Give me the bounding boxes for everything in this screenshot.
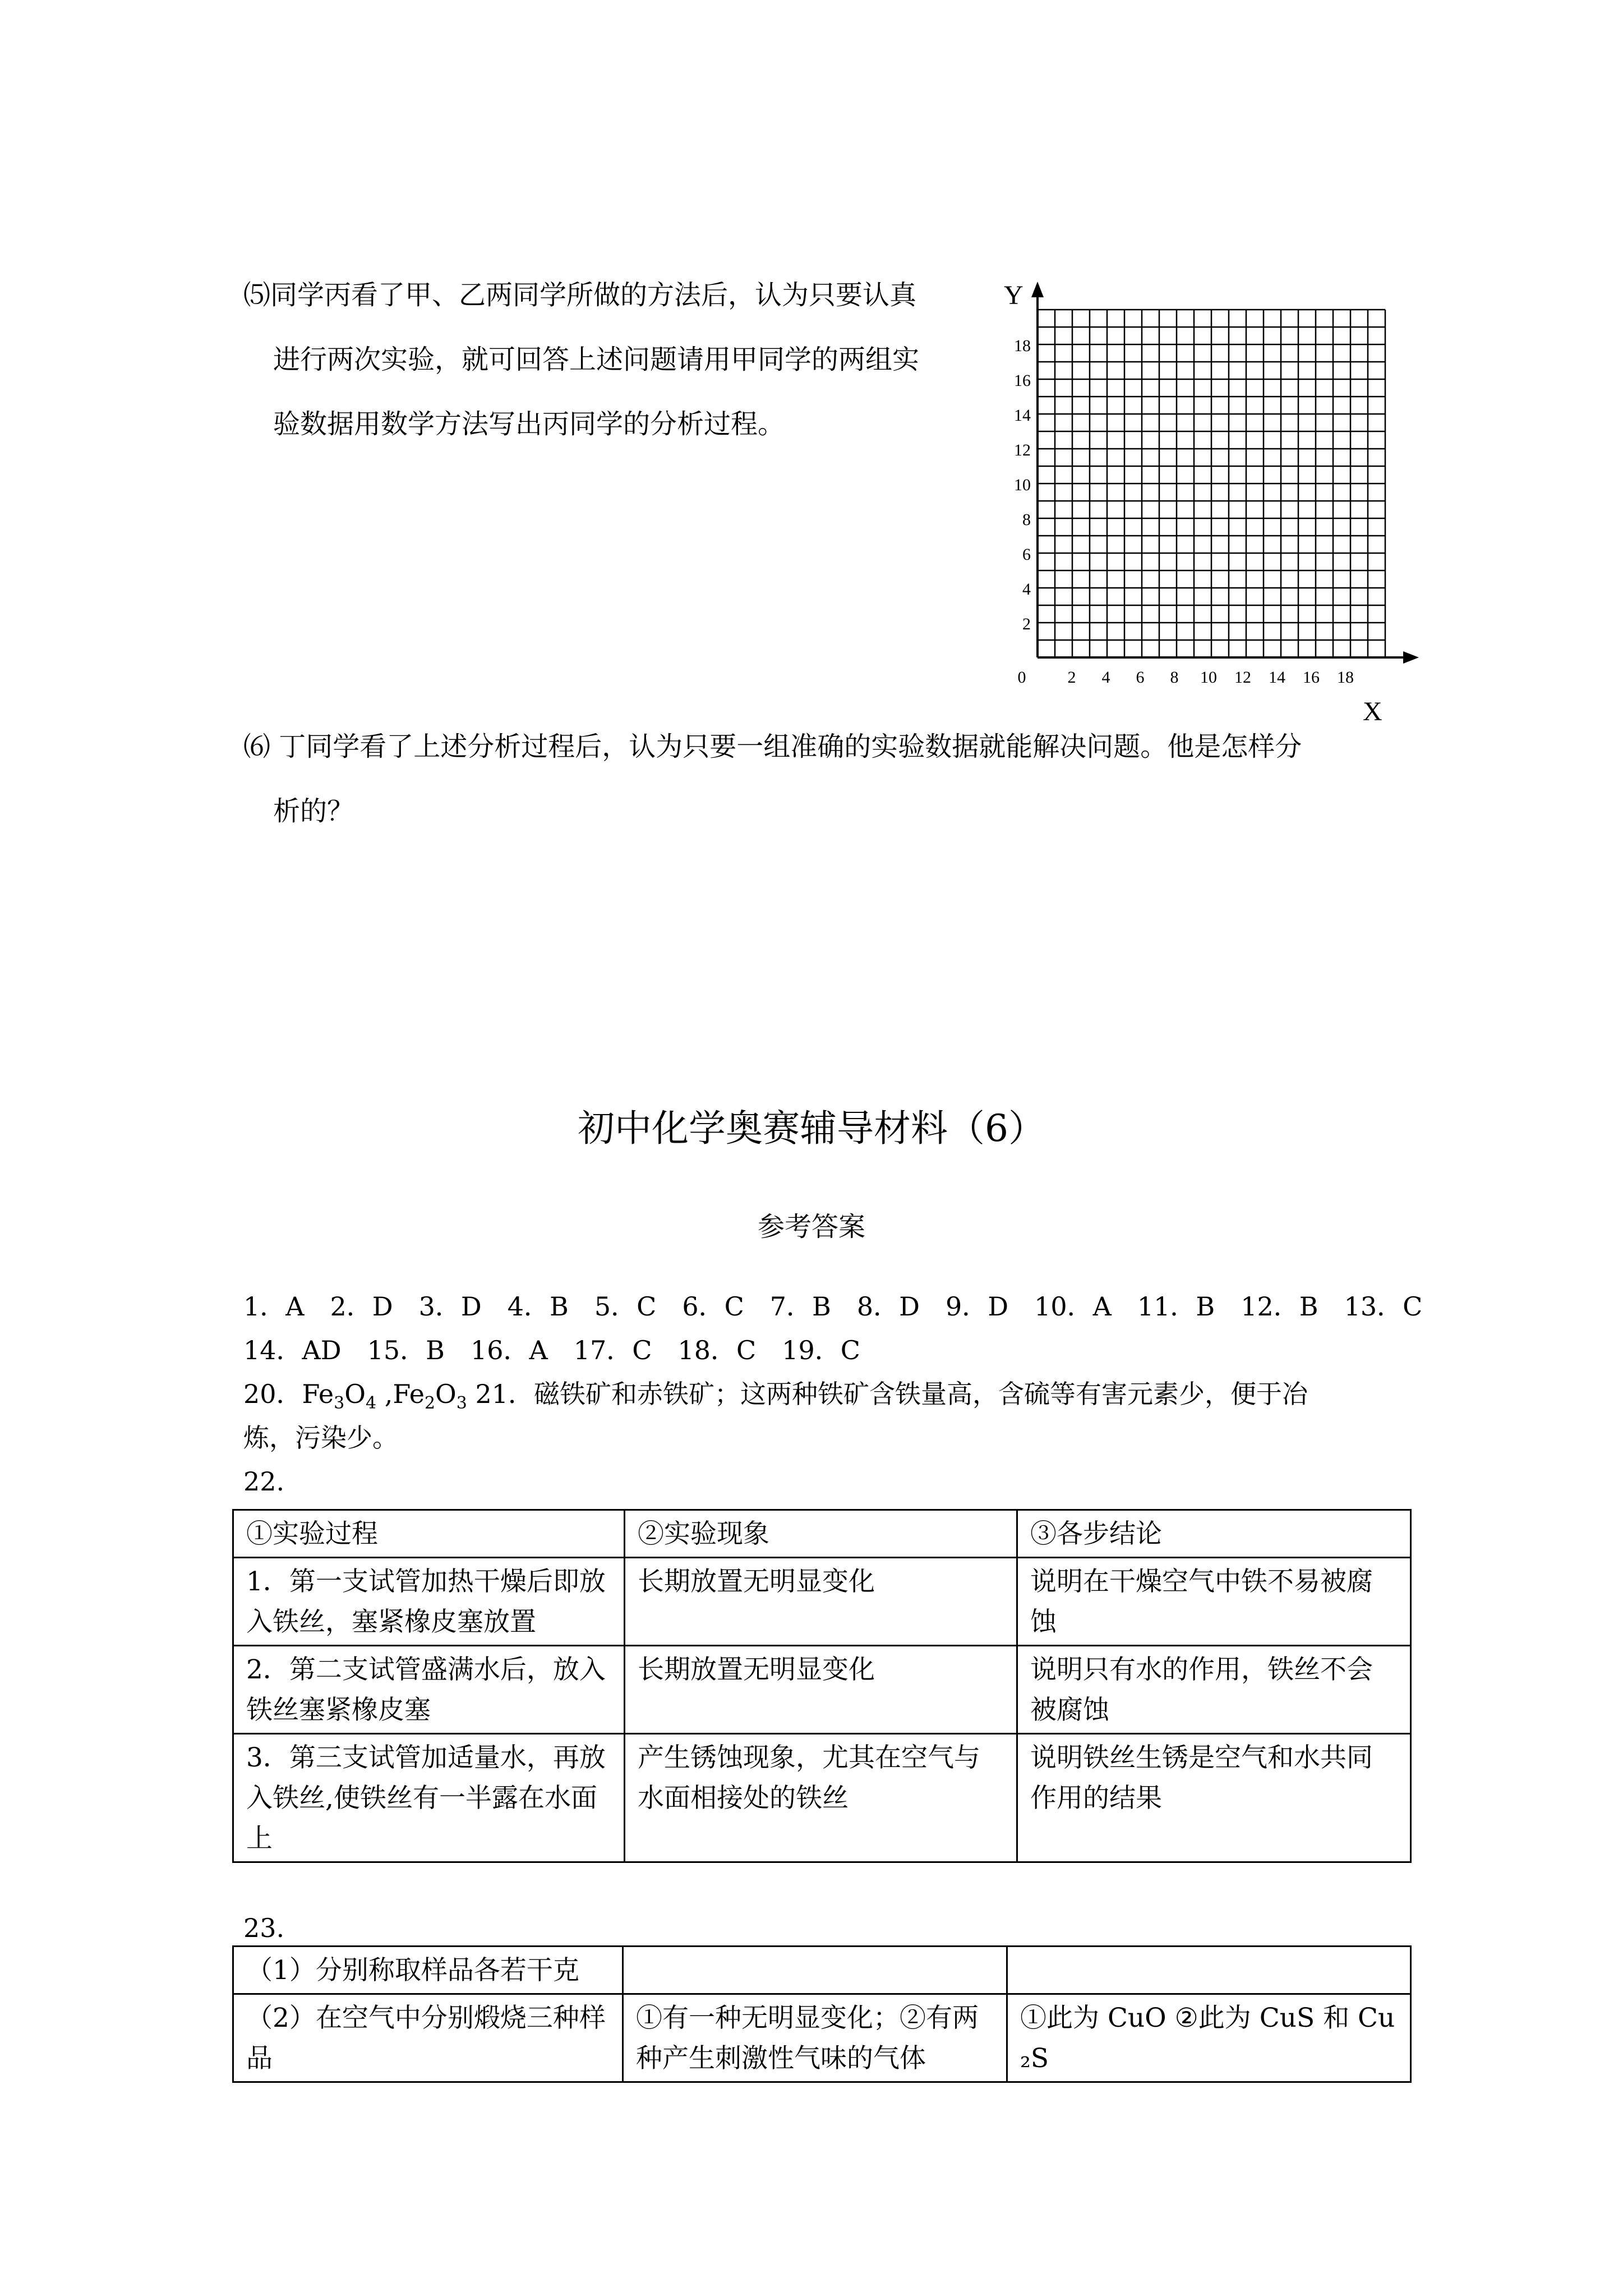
q6-line-2: 析的？ (273, 795, 354, 827)
q5-line-3: 验数据用数学方法写出丙同学的分析过程。 (273, 408, 785, 440)
table-header-cell: ③各步结论 (1017, 1510, 1411, 1558)
coordinate-grid (976, 275, 1402, 726)
y-tick-label: 10 (1014, 476, 1031, 494)
table-row (233, 1734, 1411, 1862)
table-row (233, 1558, 1411, 1646)
table-cell: （2）在空气中分别煅烧三种样品 (233, 1994, 623, 2082)
table-header-cell: ①实验过程 (233, 1510, 625, 1558)
table-cell: 说明铁丝生锈是空气和水共同作用的结果 (1017, 1734, 1411, 1862)
q22-label: 22. (243, 1466, 285, 1497)
answers-line-2: 14．AD 15．B 16．A 17．C 18．C 19．C (243, 1335, 860, 1365)
q6-line-1: ⑹ 丁同学看了上述分析过程后，认为只要一组准确的实验数据就能解决问题。他是怎样分 (243, 731, 1302, 762)
y-tick-label: 12 (1014, 441, 1031, 459)
table-row (233, 1994, 1411, 2082)
answers-line-3 (243, 1372, 1308, 1425)
table-row (233, 1947, 1411, 1994)
x-tick-label: 8 (1170, 668, 1179, 687)
x-tick-label: 6 (1136, 668, 1145, 687)
x-tick-label: 10 (1200, 668, 1217, 687)
table-cell: ①有一种无明显变化；②有两种产生刺激性气味的气体 (623, 1994, 1007, 2082)
answer-20-mid: ,Fe (376, 1379, 425, 1409)
table-row (233, 1510, 1411, 1558)
answers-line-4: 炼，污染少。 (243, 1423, 398, 1453)
x-tick-label: 4 (1101, 668, 1110, 687)
table-cell: 2．第二支试管盛满水后，放入铁丝塞紧橡皮塞 (233, 1646, 625, 1734)
table-cell: 说明在干燥空气中铁不易被腐蚀 (1017, 1558, 1411, 1646)
table-cell: 3．第三支试管加适量水，再放入铁丝,使铁丝有一半露在水面上 (233, 1734, 625, 1862)
answer-20-sub-3: 2 (424, 1393, 436, 1413)
x-tick-label: 14 (1269, 668, 1285, 687)
y-tick-label: 6 (1022, 545, 1031, 564)
answers-line-1: 1．A 2．D 3．D 4．B 5．C 6．C 7．B 8．D 9．D 10．A 11．B 12．B 13．C (243, 1291, 1423, 1322)
x-tick-label: 0 (1017, 668, 1026, 687)
table-cell: 产生锈蚀现象，尤其在空气与水面相接处的铁丝 (625, 1734, 1017, 1862)
y-tick-label: 2 (1022, 615, 1031, 633)
y-tick-label: 8 (1022, 510, 1031, 529)
x-axis-label: X (1363, 697, 1382, 726)
table-cell: 1．第一支试管加热干燥后即放入铁丝，塞紧橡皮塞放置 (233, 1558, 625, 1646)
x-axis-arrow-icon (1403, 651, 1419, 664)
y-axis-arrow-icon (1031, 282, 1044, 297)
q5-line-2: 进行两次实验，就可回答上述问题请用甲同学的两组实 (273, 344, 920, 375)
page-subtitle: 参考答案 (757, 1211, 865, 1243)
table-cell: （1）分别称取样品各若干克 (233, 1947, 623, 1994)
table-cell: 长期放置无明显变化 (625, 1646, 1017, 1734)
table-row (233, 1646, 1411, 1734)
table-cell: 长期放置无明显变化 (625, 1558, 1017, 1646)
answer-20-o2: O (435, 1379, 457, 1409)
answer-20-sub-4: 3 (456, 1393, 467, 1413)
answer-20-sub-2: 4 (365, 1393, 377, 1413)
answer-20-sub-1: 3 (334, 1393, 345, 1413)
x-tick-label: 12 (1234, 668, 1251, 687)
y-tick-label: 16 (1014, 371, 1031, 390)
x-tick-label: 18 (1337, 668, 1354, 687)
table-23 (232, 1945, 1412, 2083)
answer-20-prefix: 20．Fe (243, 1379, 334, 1409)
q23-label: 23. (243, 1913, 285, 1943)
table-cell (1007, 1947, 1411, 1994)
table-22 (232, 1509, 1412, 1863)
grid-lines (1038, 310, 1385, 657)
q5-line-1: ⑸同学丙看了甲、乙两同学所做的方法后，认为只要认真 (243, 279, 917, 311)
table-cell (623, 1947, 1007, 1994)
x-tick-label: 16 (1303, 668, 1320, 687)
table-cell: ①此为 CuO ②此为 CuS 和 Cu₂S (1007, 1994, 1411, 2082)
y-axis-label: Y (1004, 280, 1023, 310)
page-title: 初中化学奥赛辅导材料（6） (578, 1107, 1045, 1150)
x-tick-label: 2 (1067, 668, 1076, 687)
answer-21: 21．磁铁矿和赤铁矿；这两种铁矿含铁量高，含硫等有害元素少，便于冶 (467, 1379, 1308, 1409)
y-tick-label: 18 (1014, 337, 1031, 355)
table-header-cell: ②实验现象 (625, 1510, 1017, 1558)
y-tick-label: 4 (1022, 580, 1031, 599)
table-cell: 说明只有水的作用，铁丝不会被腐蚀 (1017, 1646, 1411, 1734)
y-tick-label: 14 (1014, 406, 1031, 425)
answer-20-o1: O (344, 1379, 366, 1409)
